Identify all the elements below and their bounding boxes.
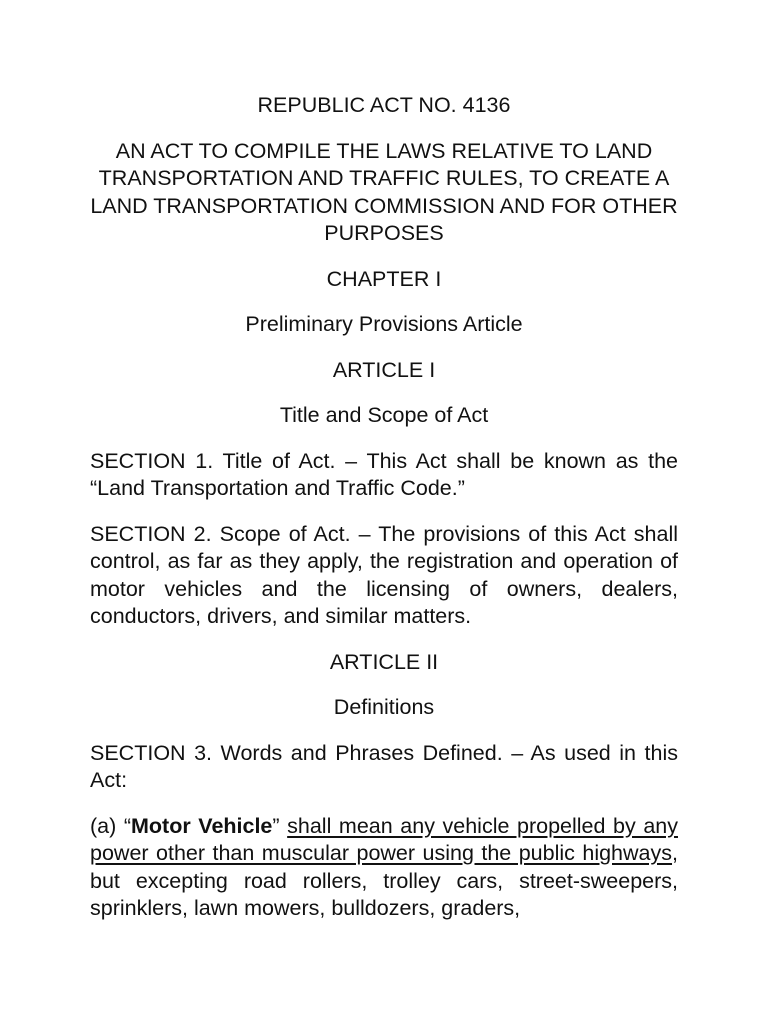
article-1-title: Title and Scope of Act: [279, 403, 489, 427]
article-2-heading: ARTICLE II: [329, 649, 439, 674]
definition-a: [90, 813, 678, 923]
chapter-title: Preliminary Provisions Article: [245, 312, 523, 336]
section-2: SECTION 2. Scope of Act. – The provisions of this Act shall control, as far as they apply, the registration and operation of motor vehicles and the licensing of owners, dealers, conductors, drivers, and similar matters.: [90, 521, 678, 628]
definition-a-rest: , but excepting road rollers, trolley cars, street-sweepers, sprinklers, lawn mowers, bulldozers, graders,: [90, 841, 678, 920]
act-title: AN ACT TO COMPILE THE LAWS RELATIVE TO LAND TRANSPORTATION AND TRAFFIC RULES, TO CREATE A LAND TRANSPORTATION COMMISSION AND FOR OTHER PURPOSES: [90, 138, 678, 245]
article-1-heading: ARTICLE I: [332, 357, 436, 382]
section-3: SECTION 3. Words and Phrases Defined. – As used in this Act:: [90, 740, 678, 792]
article-2-title: Definitions: [333, 695, 435, 719]
definition-a-quote-close: ”: [272, 813, 288, 838]
definition-a-prefix: (a) “: [90, 813, 132, 838]
definition-a-term: Motor Vehicle: [131, 813, 273, 838]
act-number: REPUBLIC ACT NO. 4136: [257, 93, 511, 117]
chapter-heading: CHAPTER I: [326, 266, 442, 291]
document-page: [90, 92, 678, 941]
definition-a-underlined: shall mean any vehicle propelled by any power other than muscular power using the public highways: [90, 813, 678, 865]
section-1: SECTION 1. Title of Act. – This Act shall be known as the “Land Transportation and Traffic Code.”: [90, 448, 678, 500]
